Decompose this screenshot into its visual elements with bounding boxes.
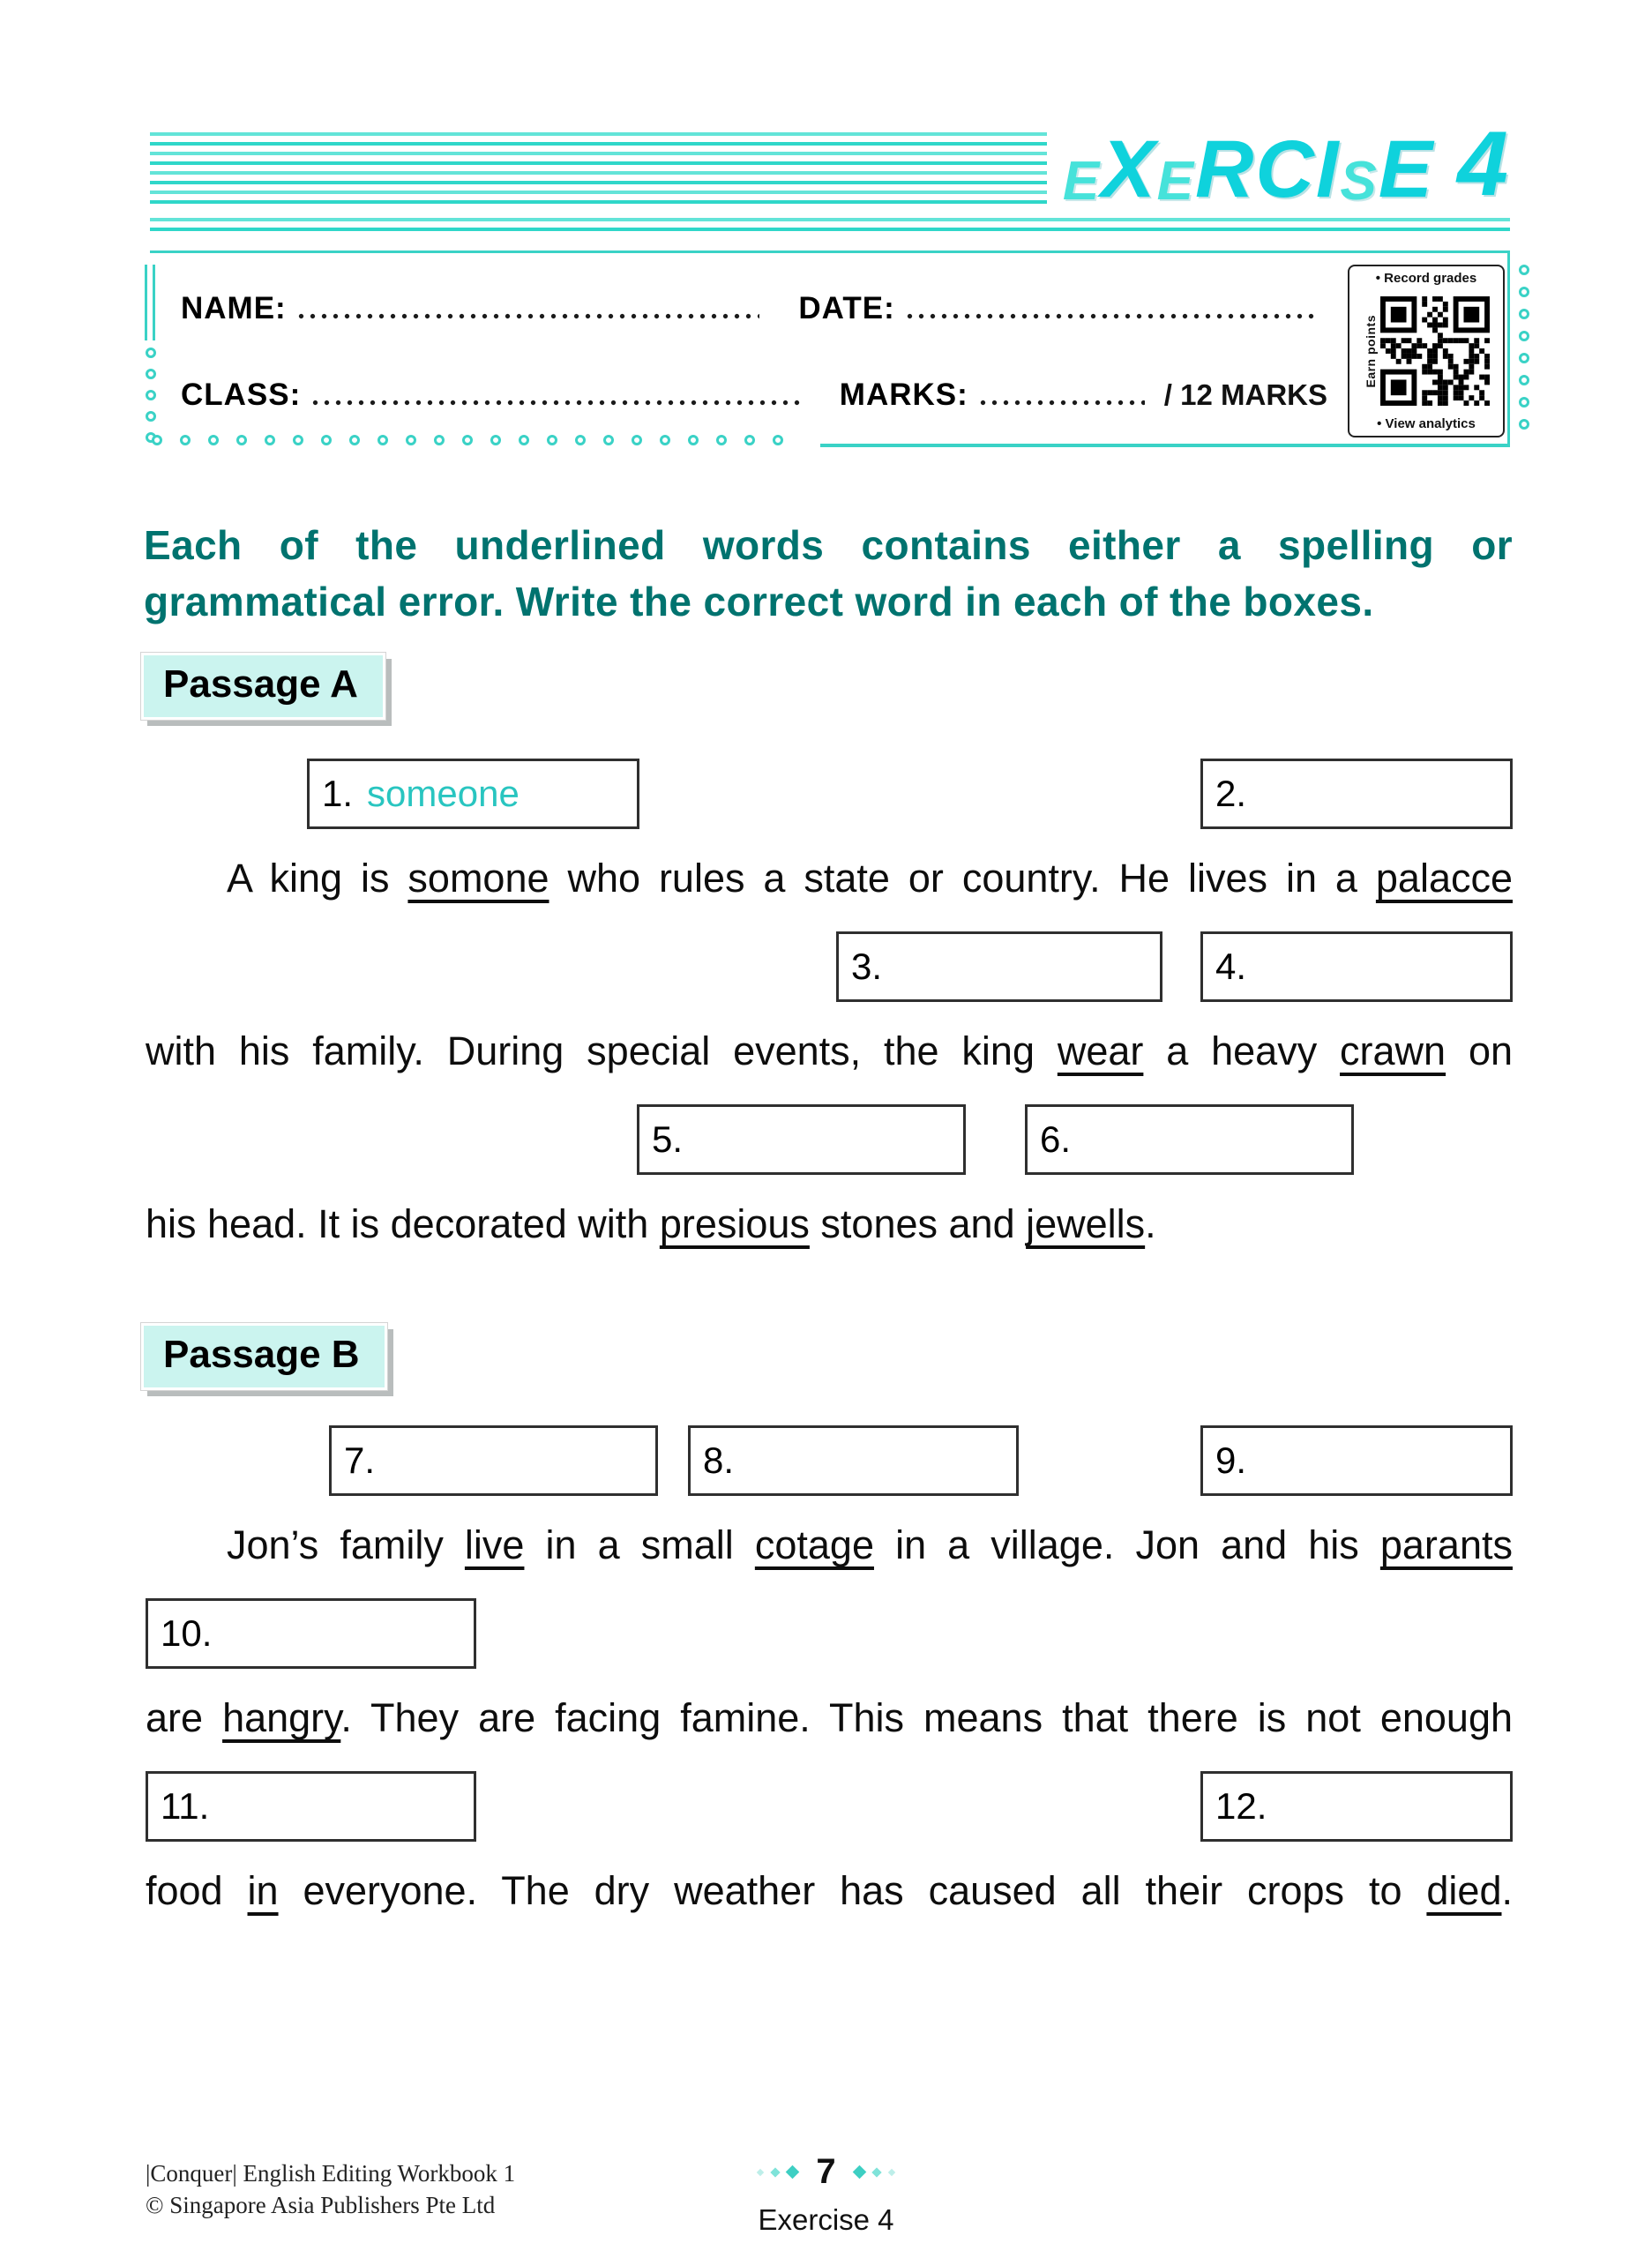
text-segment: who rules a state or country. He lives in a	[549, 856, 1376, 901]
decorative-stripe	[150, 200, 1087, 204]
decorative-dot	[462, 435, 473, 445]
answer-box-9[interactable]	[1200, 1425, 1513, 1496]
text-segment: his head. It is decorated with	[146, 1201, 660, 1246]
diamond-ornament	[852, 2165, 866, 2179]
decorative-dot	[1519, 265, 1529, 275]
class-field[interactable]	[310, 399, 801, 407]
title-letter: X	[1101, 123, 1157, 214]
title-letter: S	[1340, 150, 1379, 212]
title-letter: I	[1315, 123, 1341, 214]
box-number: 5.	[652, 1118, 684, 1160]
marks-label: MARKS:	[839, 378, 968, 412]
decorative-dot	[716, 435, 727, 445]
decorative-dot	[773, 435, 783, 445]
decorative-stripe	[150, 132, 1087, 136]
answer-boxes-row	[146, 1425, 1513, 1498]
decorative-dot	[293, 435, 303, 445]
underlined-word: in	[247, 1868, 279, 1913]
decorative-dot	[603, 435, 614, 445]
form-row-class-marks	[181, 378, 1327, 413]
qr-panel	[1348, 265, 1505, 437]
date-field[interactable]	[904, 312, 1319, 320]
decorative-dot	[321, 435, 332, 445]
text-segment: .	[1145, 1201, 1156, 1246]
decorative-dot	[660, 435, 670, 445]
footer-exercise-label: Exercise 4	[758, 2203, 894, 2236]
passage-line	[146, 1694, 1513, 1743]
decorative-dot	[146, 348, 156, 358]
class-label: CLASS:	[181, 378, 302, 412]
decorative-dot	[265, 435, 275, 445]
decorative-dot	[434, 435, 445, 445]
name-field[interactable]	[295, 312, 760, 320]
text-segment: food	[146, 1868, 248, 1913]
decorative-dot	[1519, 375, 1529, 385]
header-stripes-full	[150, 218, 1510, 237]
box-answer: someone	[367, 773, 520, 814]
title-letter: R	[1194, 123, 1256, 214]
decorative-dot	[406, 435, 416, 445]
decorative-dot	[208, 435, 219, 445]
answer-boxes-row	[146, 1598, 1513, 1671]
passage-line	[146, 1866, 1513, 1916]
decorative-dot	[1519, 397, 1529, 407]
passage-line	[146, 1521, 1513, 1570]
passage-line	[146, 1200, 1513, 1249]
marks-field[interactable]	[977, 399, 1145, 407]
passage-line	[146, 854, 1513, 903]
text-segment: .	[1501, 1868, 1513, 1913]
qr-middle	[1364, 296, 1490, 406]
form-border-bottom	[820, 444, 1510, 447]
decorative-stripe	[150, 152, 1087, 155]
passage-b-label: Passage B	[141, 1323, 387, 1390]
answer-box-6[interactable]	[1025, 1104, 1354, 1175]
title-letter: E	[1156, 150, 1195, 212]
box-number: 3.	[851, 946, 883, 987]
decorative-dot	[744, 435, 755, 445]
text-segment: everyone. The dry weather has caused all their crops to	[278, 1868, 1427, 1913]
instruction-line-1: Each of the underlined words contains either a spelling or	[144, 522, 1513, 568]
underlined-word: presious	[659, 1201, 810, 1246]
answer-box-12[interactable]	[1200, 1771, 1513, 1842]
text-segment: in a small	[524, 1522, 755, 1567]
answer-box-11[interactable]	[146, 1771, 476, 1842]
title-letter: E	[1062, 150, 1102, 212]
passage-a	[146, 759, 1513, 1277]
decorative-dot	[688, 435, 699, 445]
diamond-ornament	[757, 2168, 764, 2175]
passage-b	[146, 1425, 1513, 1944]
box-number: 4.	[1215, 946, 1247, 987]
decorative-dot	[575, 435, 586, 445]
form-border-left	[145, 265, 155, 340]
title-letter: 4	[1457, 113, 1510, 215]
footer-copyright: © Singapore Asia Publishers Pte Ltd	[146, 2192, 496, 2218]
box-number: 1.	[322, 773, 354, 814]
answer-box-7[interactable]	[329, 1425, 658, 1496]
answer-box-8[interactable]	[688, 1425, 1019, 1496]
underlined-word: cotage	[754, 1522, 874, 1567]
box-number: 7.	[344, 1439, 376, 1481]
box-number: 2.	[1215, 773, 1247, 814]
date-label: DATE:	[798, 291, 895, 325]
decorative-stripe	[150, 181, 1087, 184]
answer-boxes-row	[146, 1104, 1513, 1177]
box-number: 8.	[703, 1439, 735, 1481]
underlined-word: somone	[407, 856, 549, 901]
answer-boxes-row	[146, 1771, 1513, 1843]
qr-caption-top: • Record grades	[1375, 271, 1477, 286]
title-letter: E	[1378, 123, 1435, 214]
title-letter: C	[1255, 123, 1316, 214]
underlined-word: wear	[1057, 1028, 1144, 1073]
answer-box-1[interactable]	[307, 759, 639, 829]
form-border-top	[150, 250, 1510, 253]
decorative-dot	[1519, 419, 1529, 430]
decorative-dot	[349, 435, 360, 445]
answer-boxes-row	[146, 759, 1513, 831]
page-number: 7	[816, 2152, 836, 2191]
decorative-dot	[152, 435, 162, 445]
text-segment: are	[146, 1695, 223, 1740]
decorative-dot	[146, 411, 156, 422]
text-segment: with his family. During special events, the king	[146, 1028, 1058, 1073]
decorative-dot	[377, 435, 388, 445]
text-segment: in a village. Jon and his	[873, 1522, 1380, 1567]
decorative-dot	[236, 435, 247, 445]
marks-total: / 12 MARKS	[1163, 378, 1327, 411]
title-letter	[1434, 193, 1443, 206]
footer-book-title: |Conquer| English Editing Workbook 1	[146, 2160, 516, 2187]
decorative-stripe	[150, 218, 1510, 221]
text-segment: on	[1446, 1028, 1513, 1073]
underlined-word: hangry	[222, 1695, 341, 1740]
box-number: 12.	[1215, 1785, 1267, 1827]
passage-line	[146, 1027, 1513, 1076]
decorative-stripe	[150, 161, 1087, 165]
box-number: 6.	[1040, 1118, 1072, 1160]
underlined-word: live	[464, 1522, 525, 1567]
text-segment: A king is	[227, 856, 408, 901]
header-stripes	[150, 132, 1087, 210]
text-segment: . They are facing famine. This means that there is not enough	[340, 1695, 1513, 1740]
diamond-ornament	[871, 2167, 881, 2177]
box-number: 9.	[1215, 1439, 1247, 1481]
text-segment: stones and	[809, 1201, 1027, 1246]
page-number-row	[0, 2152, 1652, 2192]
decorative-stripe	[150, 142, 1087, 146]
diamond-ornament	[771, 2167, 781, 2177]
form-row-name-date	[181, 291, 1327, 326]
underlined-word: palacce	[1375, 856, 1514, 901]
text-segment: Jon’s family	[227, 1522, 465, 1567]
underlined-word: jewells	[1026, 1201, 1146, 1246]
qr-caption-bottom: • View analytics	[1377, 416, 1476, 431]
bottom-dot-row	[152, 435, 783, 445]
passage-a-label: Passage A	[141, 653, 385, 720]
exercise-title	[1047, 113, 1510, 215]
answer-boxes-row	[146, 931, 1513, 1004]
text-segment: a heavy	[1143, 1028, 1341, 1073]
form-border-right	[1507, 250, 1510, 446]
instructions	[144, 517, 1513, 630]
underlined-word: crawn	[1340, 1028, 1446, 1073]
decorative-dot	[490, 435, 501, 445]
answer-box-5[interactable]	[637, 1104, 966, 1175]
underlined-word: died	[1426, 1868, 1502, 1913]
decorative-dot	[146, 369, 156, 379]
underlined-word: parants	[1379, 1522, 1513, 1567]
left-dot-chain	[146, 348, 156, 443]
decorative-dot	[180, 435, 191, 445]
decorative-dot	[632, 435, 642, 445]
decorative-dot	[1519, 331, 1529, 341]
box-number: 10.	[161, 1612, 213, 1654]
decorative-dot	[1519, 353, 1529, 363]
answer-box-4[interactable]	[1200, 931, 1513, 1002]
decorative-stripe	[150, 191, 1087, 194]
instruction-line-2: grammatical error. Write the correct word in each of the boxes.	[144, 579, 1374, 624]
answer-box-10[interactable]	[146, 1598, 476, 1669]
diamond-ornament	[786, 2165, 800, 2179]
decorative-stripe	[150, 171, 1087, 175]
qr-code-icon	[1380, 296, 1490, 406]
qr-caption-left: Earn points	[1363, 314, 1378, 388]
answer-box-3[interactable]	[836, 931, 1162, 1002]
answer-box-2[interactable]	[1200, 759, 1513, 829]
decorative-dot	[519, 435, 529, 445]
diamond-ornament	[887, 2168, 894, 2175]
decorative-stripe	[150, 228, 1510, 231]
box-number: 11.	[161, 1785, 210, 1827]
decorative-dot	[547, 435, 557, 445]
right-dot-chain	[1519, 265, 1529, 430]
decorative-dot	[146, 390, 156, 400]
decorative-dot	[1519, 309, 1529, 319]
name-label: NAME:	[181, 291, 287, 325]
decorative-dot	[1519, 287, 1529, 297]
